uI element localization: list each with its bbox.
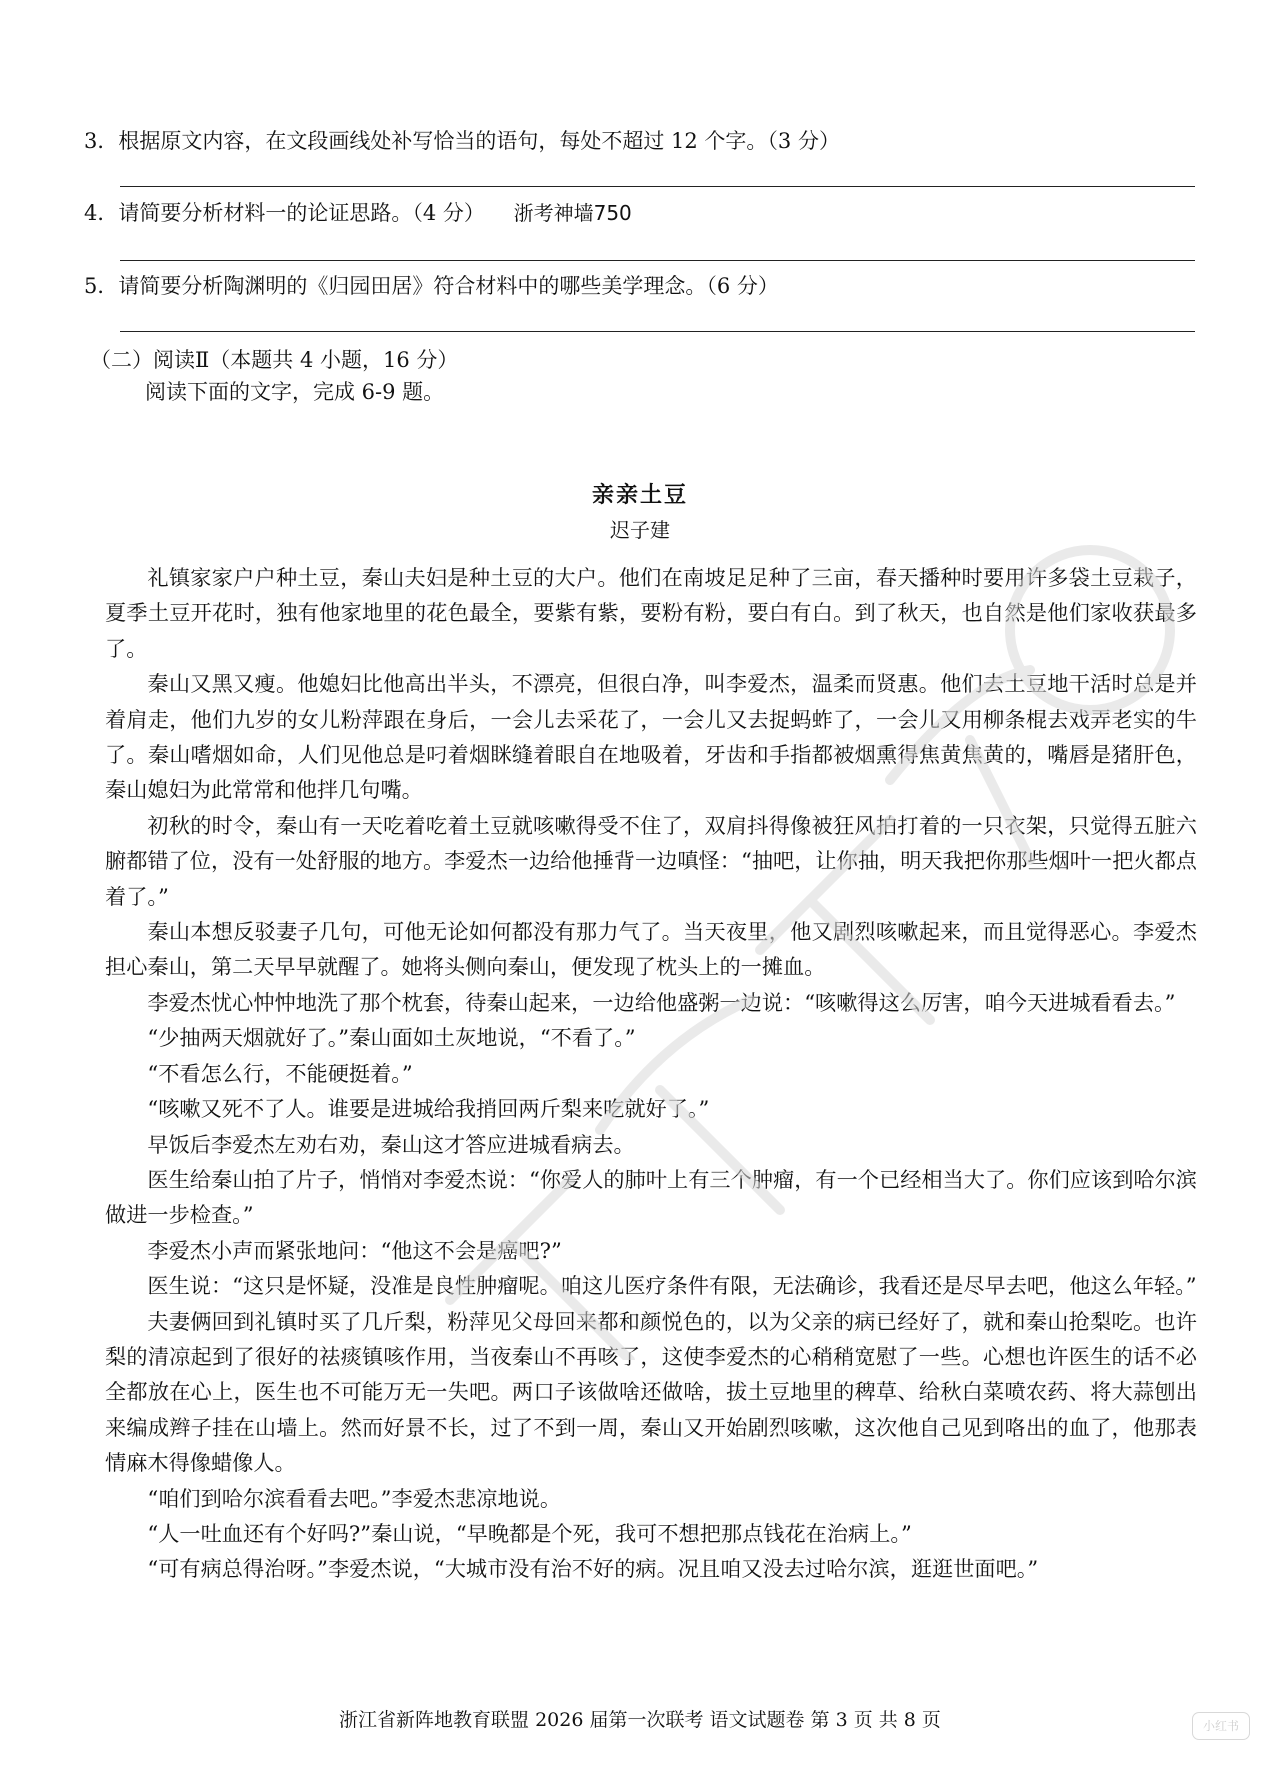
question-4 [84, 198, 632, 228]
question-3 [84, 126, 840, 156]
paragraph: 李爱杰小声而紧张地问：“他这不会是癌吧?” [147, 1237, 562, 1263]
paragraph: 秦山本想反驳妻子几句，可他无论如何都没有那力气了。当天夜里，他又剧烈咳嗽起来，而且觉得恶心。李爱杰担心秦山，第二天早早就醒了。她将头侧向秦山，便发现了枕头上的一摊血。 [105, 919, 1197, 980]
question-5 [84, 271, 779, 301]
question-3-text: 3．根据原文内容，在文段画线处补写恰当的语句，每处不超过 12 个字。（3 分） [84, 129, 840, 153]
answer-line-4[interactable] [120, 260, 1195, 261]
question-5-text: 5．请简要分析陶渊明的《归园田居》符合材料中的哪些美学理念。（6 分） [84, 274, 779, 298]
watermark-badge: 小红书 [1192, 1712, 1250, 1740]
paragraph: 夫妻俩回到礼镇时买了几斤梨，粉萍见父母回来都和颜悦色的，以为父亲的病已经好了，就和秦山抢梨吃。也许梨的清凉起到了很好的祛痰镇咳作用，当夜秦山不再咳了，这使李爱杰的心稍稍宽慰了一些。心想也许医生的话不必全都放在心上，医生也不可能万无一失吧。两口子该做啥还做啥，拔土豆地里的稗草、给秋白菜喷农药、将大蒜刨出来编成辫子挂在山墙上。然而好景不长，过了不到一周，秦山又开始剧烈咳嗽，这次他自己见到咯出的血了，他那表情麻木得像蜡像人。 [105, 1308, 1197, 1476]
question-4-text: 4．请简要分析材料一的论证思路。（4 分） [84, 201, 485, 225]
story-body [105, 560, 1197, 1587]
watermark-tag-text: 浙考神墙750 [513, 201, 632, 225]
paragraph: “咱们到哈尔滨看看去吧。”李爱杰悲凉地说。 [147, 1485, 562, 1511]
paragraph: “人一吐血还有个好吗?”秦山说，“早晚都是个死，我可不想把那点钱花在治病上。” [147, 1520, 912, 1546]
story-title: 亲亲土豆 [591, 482, 688, 508]
paragraph: “少抽两天烟就好了。”秦山面如土灰地说，“不看了。” [147, 1025, 636, 1051]
paragraph: “不看怎么行，不能硬挺着。” [147, 1060, 413, 1086]
paragraph: “可有病总得治呀。”李爱杰说，“大城市没有治不好的病。况且咱又没去过哈尔滨，逛逛世面吧。” [147, 1556, 1039, 1582]
section-heading: （二）阅读Ⅱ（本题共 4 小题，16 分） [90, 348, 459, 372]
answer-line-5[interactable] [120, 331, 1195, 332]
answer-line-3[interactable] [120, 186, 1195, 187]
page-footer: 浙江省新阵地教育联盟 2026 届第一次联考 语文试题卷 第 3 页 共 8 页 [339, 1709, 941, 1731]
story-author: 迟子建 [610, 518, 670, 542]
paragraph: 秦山又黑又瘦。他媳妇比他高出半头，不漂亮，但很白净，叫李爱杰，温柔而贤惠。他们去土豆地干活时总是并着肩走，他们九岁的女儿粉萍跟在身后，一会儿去采花了，一会儿又去捉蚂蚱了，一会儿又用柳条棍去戏弄老实的牛了。秦山嗜烟如命，人们见他总是叼着烟眯缝着眼自在地吸着，牙齿和手指都被烟熏得焦黄焦黄的，嘴唇是猪肝色，秦山媳妇为此常常和他拌几句嘴。 [105, 671, 1197, 803]
paragraph: 医生给秦山拍了片子，悄悄对李爱杰说：“你爱人的肺叶上有三个肿瘤，有一个已经相当大了。你们应该到哈尔滨做进一步检查。” [105, 1166, 1197, 1228]
section-instruction: 阅读下面的文字，完成 6-9 题。 [145, 380, 445, 404]
paragraph: 初秋的时令，秦山有一天吃着吃着土豆就咳嗽得受不住了，双肩抖得像被狂风拍打着的一只衣架，只觉得五脏六腑都错了位，没有一处舒服的地方。李爱杰一边给他捶背一边嗔怪：“抽吧，让你抽，明天我把你那些烟叶一把火都点着了。” [105, 812, 1197, 909]
paragraph: “咳嗽又死不了人。谁要是进城给我捎回两斤梨来吃就好了。” [147, 1096, 710, 1122]
paragraph: 礼镇家家户户种土豆，秦山夫妇是种土豆的大户。他们在南坡足足种了三亩，春天播种时要用许多袋土豆栽子，夏季土豆开花时，独有他家地里的花色最全，要紫有紫，要粉有粉，要白有白。到了秋天，也自然是他们家收获最多了。 [105, 565, 1197, 661]
paragraph: 医生说：“这只是怀疑，没准是良性肿瘤呢。咱这儿医疗条件有限，无法确诊，我看还是尽早去吧，他这么年轻。” [147, 1273, 1197, 1299]
paragraph: 早饭后李爱杰左劝右劝，秦山这才答应进城看病去。 [147, 1131, 635, 1157]
paragraph: 李爱杰忧心忡忡地洗了那个枕套，待秦山起来，一边给他盛粥一边说：“咳嗽得这么厉害，咱今天进城看看去。” [147, 989, 1176, 1015]
